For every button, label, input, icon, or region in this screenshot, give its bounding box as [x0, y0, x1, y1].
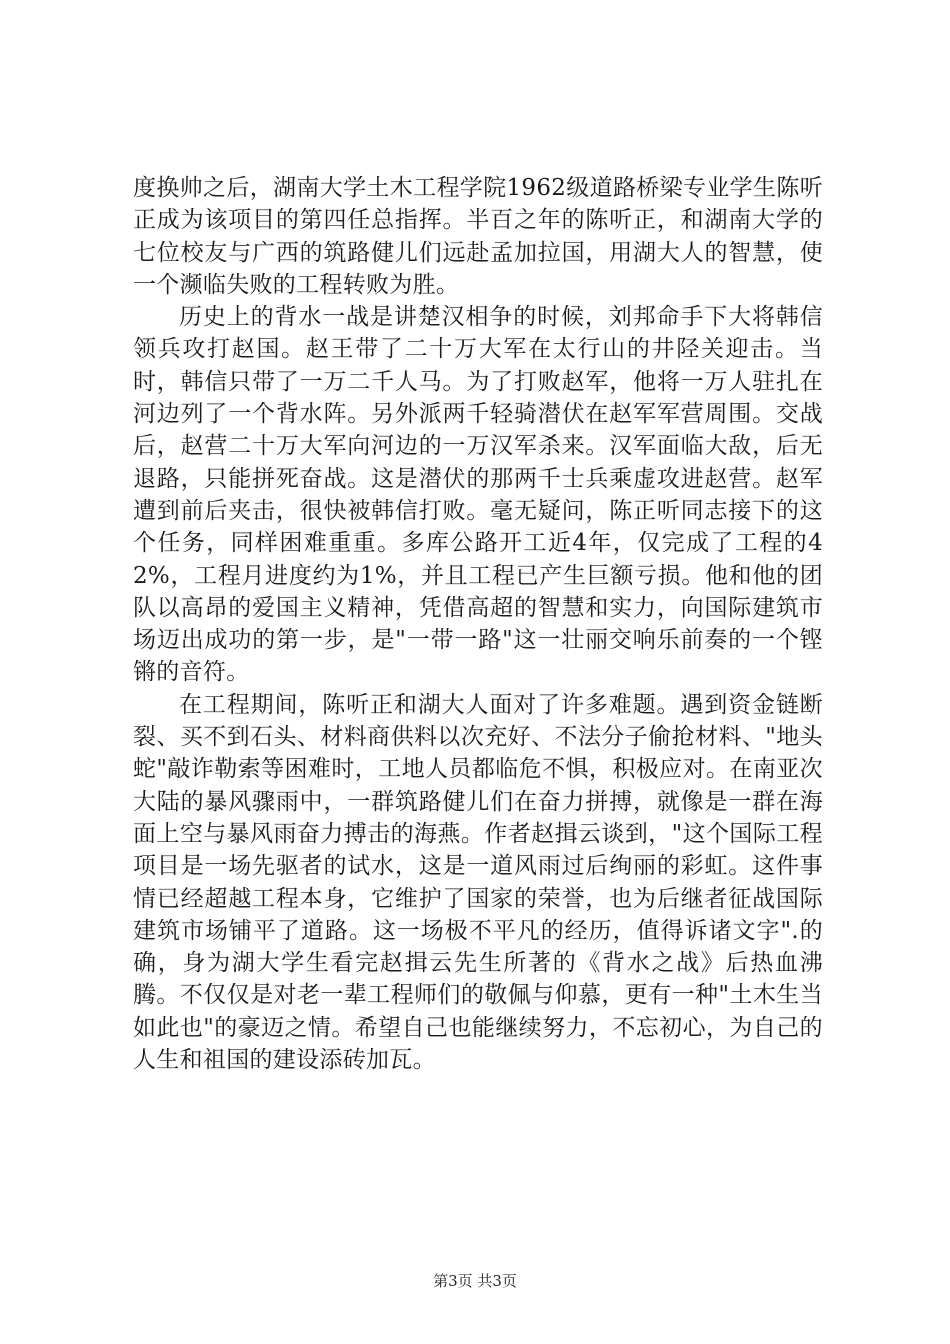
page-footer: 第3页 共3页 [433, 1272, 517, 1290]
document-body [133, 172, 823, 1076]
paragraph-2: 历史上的背水一战是讲楚汉相争的时候，刘邦命手下大将韩信领兵攻打赵国。赵王带了二十万大军在太行山的井陉关迎击。当时，韩信只带了一万二千人马。为了打败赵军，他将一万人驻扎在河边列了一个背水阵。另外派两千轻骑潜伏在赵军军营周围。交战后，赵营二十万大军向河边的一万汉军杀来。汉军面临大敌，后无退路，只能拼死奋战。这是潜伏的那两千士兵乘虚攻进赵营。赵军遭到前后夹击，很快被韩信打败。毫无疑问，陈正听同志接下的这个任务，同样困难重重。多库公路开工近4年，仅完成了工程的42%，工程月进度约为1%，并且工程已产生巨额亏损。他和他的团队以高昂的爱国主义精神，凭借高超的智慧和实力，向国际建筑市场迈出成功的第一步，是"一带一路"这一壮丽交响乐前奏的一个铿锵的音符。 [133, 304, 823, 686]
paragraph-3: 在工程期间，陈听正和湖大人面对了许多难题。遇到资金链断裂、买不到石头、材料商供料以次充好、不法分子偷抢材料、"地头蛇"敲诈勒索等困难时，工地人员都临危不惧，积极应对。在南亚次大陆的暴风骤雨中，一群筑路健儿们在奋力拼搏，就像是一群在海面上空与暴风雨奋力搏击的海燕。作者赵揖云谈到，"这个国际工程项目是一场先驱者的试水，这是一道风雨过后绚丽的彩虹。这件事情已经超越工程本身，它维护了国家的荣誉，也为后继者征战国际建筑市场铺平了道路。这一场极不平凡的经历，值得诉诸文字".的确，身为湖大学生看完赵揖云先生所著的《背水之战》后热血沸腾。不仅仅是对老一辈工程师们的敬佩与仰慕，更有一种"土木生当如此也"的豪迈之情。希望自己也能继续努力，不忘初心，为自己的人生和祖国的建设添砖加瓦。 [133, 691, 823, 1074]
paragraph-1: 度换帅之后，湖南大学土木工程学院1962级道路桥梁专业学生陈听正成为该项目的第四任总指挥。半百之年的陈听正，和湖南大学的七位校友与广西的筑路健儿们远赴孟加拉国，用湖大人的智慧，使一个濒临失败的工程转败为胜。 [133, 175, 823, 298]
